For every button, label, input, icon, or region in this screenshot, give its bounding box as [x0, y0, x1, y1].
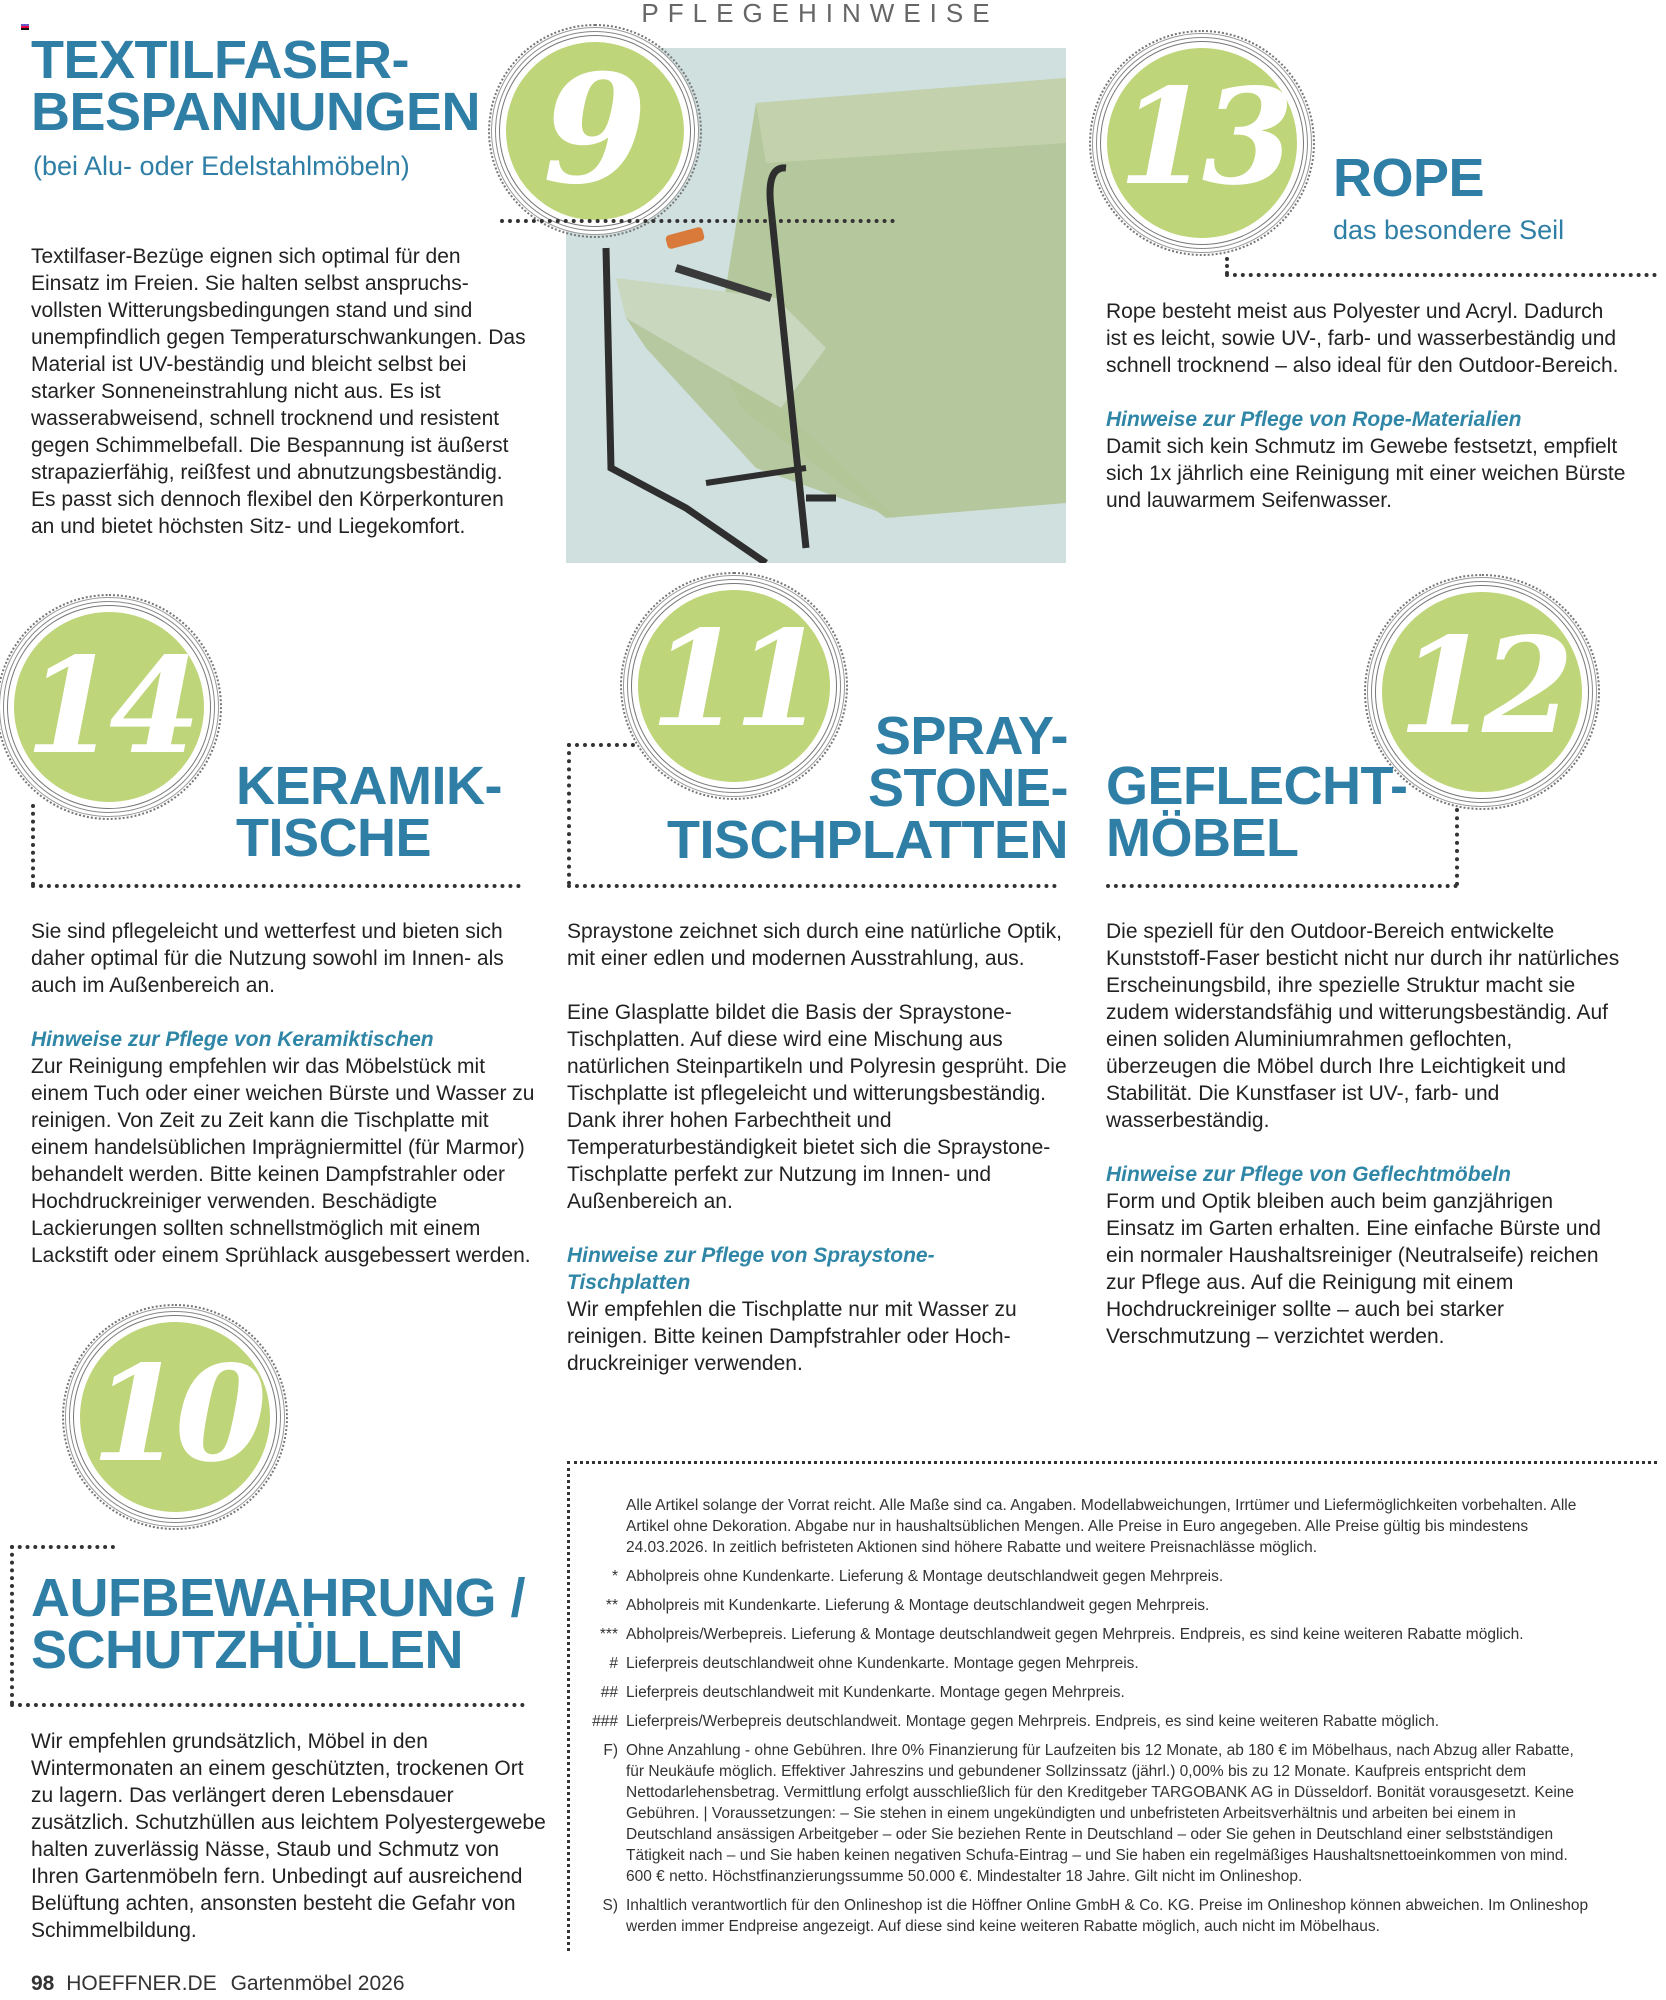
number-badge-9: 9 — [506, 42, 684, 220]
page-number: 98 — [31, 1972, 55, 1995]
hint-body-rope: Damit sich kein Schmutz im Gewebe festsetzt, empfielt sich 1x jährlich eine Reinigung mit einer weichen Bürste und lauwarmem Seifenwasser. — [1106, 435, 1626, 512]
hint-title-geflecht: Hinweise zur Pflege von Geflechtmöbeln — [1106, 1163, 1511, 1186]
divider-10-v — [10, 1545, 14, 1705]
footer-catalog: Gartenmöbel 2026 — [230, 1972, 405, 1995]
hint-body-geflecht: Form und Optik bleiben auch beim ganzjährigen Einsatz im Garten erhalten. Eine einfache Bürste und ein normaler Haushaltsreiniger (Neutralseife) reichen zur Pflege aus. Auf die Reinigung mit einem Hochdruckreiniger sollte – auch bei starker Verschmutzung – verzichtet werden. — [1106, 1190, 1601, 1348]
number-badge-11: 11 — [638, 590, 830, 782]
divider-13 — [1225, 273, 1657, 277]
legal-row: ** Abholpreis mit Kundenkarte. Lieferung & Montage deutschlandweit gegen Mehrpreis. — [605, 1597, 1210, 1614]
legal-notes — [580, 1495, 1590, 1945]
legal-divider — [567, 1461, 1657, 1464]
number-badge-10: 10 — [80, 1322, 270, 1512]
divider-11-top — [567, 743, 635, 747]
divider-10 — [10, 1703, 525, 1707]
footer-site: HOEFFNER.DE — [66, 1972, 217, 1995]
body-keramik: Sie sind pflegeleicht und wetterfest und bieten sich daher optimal für die Nutzung sowohl im Innen- als auch im Außenbereich an. Hinweise zur Pflege von Keramiktischen Zur Reinigung empfehlen wir das Möbelstück mit einem Tuch oder einer weichen Bürste und Wasser zu reinigen. Von Zeit zu Zeit kann die Tischplatte mit einem handelsüblichen Imprägniermittel (für Marmor) behandelt werden. Bitte keinen Dampfstrahler oder Hochdruckreiniger verwenden. Beschädigte Lackierungen sollten schnellstmöglich mit einem Lackstift oder einem Sprühlack ausgebessert werden. — [31, 918, 541, 1269]
heading-textilfaser: TEXTILFASER- BESPANNUNGEN — [31, 30, 481, 142]
number-badge-12: 12 — [1382, 592, 1582, 792]
legal-row: ## Lieferpreis deutschlandweit mit Kundenkarte. Montage gegen Mehrpreis. — [600, 1684, 1125, 1701]
legal-row: Alle Artikel solange der Vorrat reicht. Alle Maße sind ca. Angaben. Modellabweichungen, Irrtümer und Liefermöglichkeiten vorbehalten. Alle Artikel ohne Dekoration. Abgabe nur in haushaltsüblichen Mengen. Alle Preise in Euro angegeben. Alle Preise gültig bis mindestens 24.03.2026. In zeitlich befristeten Aktionen sind höhere Rabatte und weitere Preisnachlässe möglich. — [626, 1497, 1577, 1556]
legal-row: F) Ohne Anzahlung - ohne Gebühren. Ihre 0% Finanzierung für Laufzeiten bis 12 Monate, ab 180 € im Möbelhaus, nach Abzug aller Rabatte, für Neukäufe möglich. Effektiver Jahreszins und gebundener Sollzinssatz (jährl.) 0,00% bis zu 12 Monate. Kaufpreis entspricht dem Nettodarlehensbetrag. Vermittlung erfolgt ausschließlich für den Kreditgeber TARGOBANK AG in Düsseldorf. Bonität vorausgesetzt. Keine Gebühren. | Voraussetzungen: – Sie stehen in einem ungekündigten und unbefristeten Arbeitsverhältnis und arbeiten bei einem in Deutschland ansässigen Arbeitgeber – oder Sie beziehen Rente in Deutschland – oder Sie gehen in Deutschland einer selbstständigen Tätigkeit nach – und Sie haben keinen negativen Schufa-Eintrag – und Sie haben ein regelmäßiges Haushaltsnettoeinkommen von mind. 600 € netto. Höchstfinanzierungssumme 50.000 €. Mindestalter 18 Jahre. Gilt nicht im Onlineshop. — [603, 1742, 1574, 1885]
body-aufbewahrung: Wir empfehlen grundsätzlich, Möbel in den Wintermonaten an einem geschützten, trockenen Ort zu lagern. Das verlängert deren Lebensdauer zusätzlich. Schutzhüllen aus leichtem Polyestergewebe halten zuverlässig Nässe, Staub und Schmutz von Ihren Gartenmöbeln fern. Unbedingt auf ausreichend Belüftung achten, ansonsten besteht die Gefahr von Schimmelbildung. — [31, 1730, 546, 1942]
divider-10-top — [10, 1545, 115, 1549]
divider-11-v — [567, 743, 571, 885]
legal-divider-v — [567, 1461, 570, 1951]
subtitle-rope: das besondere Seil — [1333, 215, 1565, 245]
number-badge-14: 14 — [14, 612, 204, 802]
legal-row: S) Inhaltlich verantwortlich für den Onlineshop ist die Höffner Online GmbH & Co. KG. Preise im Onlineshop können abweichen. Im Onlineshop werden immer Endpreise angezeigt. Auf diese sind keine weiteren Rabatte möglich, auch nicht im Möbelhaus. — [602, 1897, 1589, 1935]
divider-9 — [500, 219, 895, 223]
divider-11 — [567, 884, 1057, 888]
subtitle-textilfaser: (bei Alu- oder Edelstahlmöbeln) — [33, 151, 410, 181]
legal-row: * Abholpreis ohne Kundenkarte. Lieferung & Montage deutschlandweit gegen Mehrpreis. — [611, 1568, 1224, 1585]
body-geflecht: Die speziell für den Outdoor-Bereich entwickelte Kunststoff-Faser besticht nicht nur durch ihr natürliches Erscheinungsbild, ihre spezielle Struktur macht sie zudem widerstandsfähig und witterungsbeständig. Auf einen soliden Aluminiumrahmen geflochten, überzeugen die Möbel durch Ihre Leichtigkeit und Stabilität. Die Kunstfaser ist UV-, farb- und wasserbeständig. Hinweise zur Pflege von Geflechtmöbeln Form und Optik bleiben auch beim ganzjährigen Einsatz im Garten erhalten. Eine einfache Bürste und ein normaler Haushaltsreiniger (Neutralseife) reichen zur Pflege aus. Auf die Reinigung mit einem Hochdruckreiniger sollte – auch bei starker Verschmutzung – verzichtet werden. — [1106, 918, 1626, 1350]
heading-spraystone: SPRAY- STONE- TISCHPLATTEN — [667, 706, 1068, 870]
print-marker — [21, 24, 29, 30]
heading-geflecht: GEFLECHT- MÖBEL — [1106, 756, 1408, 868]
body-textilfaser: Textilfaser-Bezüge eignen sich optimal für den Einsatz im Freien. Sie halten selbst anspruchsvollsten Witterungsbedingungen stand und sind unempfindlich gegen Temperaturschwankungen. Das Material ist UV-beständig und bleicht selbst bei starker Sonneneinstrahlung nicht aus. Es ist wasserabweisend, schnell trocknend und resistent gegen Schimmelbefall. Die Bespannung ist äußerst strapazierfähig, reißfest und abnutzungsbeständig. Es passt sich dennoch flexibel den Körperkonturen an und bietet höchsten Sitz- und Liegekomfort. — [31, 245, 526, 538]
divider-14 — [31, 884, 521, 888]
divider-14-v — [31, 804, 35, 886]
heading-rope: ROPE — [1333, 148, 1485, 208]
hint-title-rope: Hinweise zur Pflege von Rope-Materialien — [1106, 408, 1522, 431]
legal-row: ### Lieferpreis/Werbepreis deutschlandweit. Montage gegen Mehrpreis. Endpreis, es sind keine weiteren Rabatte möglich. — [592, 1713, 1440, 1730]
heading-aufbewahrung: AUFBEWAHRUNG / SCHUTZHÜLLEN — [31, 1568, 525, 1680]
number-badge-13: 13 — [1107, 48, 1297, 238]
section-label: PFLEGEHINWEISE — [641, 0, 999, 28]
divider-12-v — [1455, 808, 1459, 886]
hint-title-spraystone: Hinweise zur Pflege von Spraystone-Tischplatten — [567, 1244, 935, 1294]
heading-keramik: KERAMIK- TISCHE — [236, 756, 502, 868]
page-footer — [31, 1972, 405, 1996]
legal-row: # Lieferpreis deutschlandweit ohne Kundenkarte. Montage gegen Mehrpreis. — [609, 1655, 1139, 1672]
divider-12 — [1106, 884, 1458, 888]
hint-title-keramik: Hinweise zur Pflege von Keramiktischen — [31, 1028, 434, 1051]
hint-body-spraystone: Wir empfehlen die Tischplatte nur mit Wasser zu reinigen. Bitte keinen Dampfstrahler oder Hochdruckreiniger verwenden. — [567, 1298, 1017, 1375]
legal-row: *** Abholpreis/Werbepreis. Lieferung & Montage deutschlandweit gegen Mehrpreis. Endpreis, es sind keine weiteren Rabatte möglich. — [599, 1626, 1524, 1643]
hint-body-keramik: Zur Reinigung empfehlen wir das Möbelstück mit einem Tuch oder einer weichen Bürste und Wasser zu reinigen. Von Zeit zu Zeit kann die Tischplatte mit einem handelsüblichen Imprägniermittel (für Marmor) behandelt werden. Bitte keinen Dampfstrahler oder Hochdruckreiniger verwenden. Beschädigte Lackierungen sollten schnellstmöglich mit einem Lackstift oder einem Sprühlack ausgebessert werden. — [31, 1055, 535, 1267]
body-spraystone: Spraystone zeichnet sich durch eine natürliche Optik, mit einer edlen und modernen Ausstrahlung, aus. Eine Glasplatte bildet die Basis der Spraystone-Tischplatten. Auf diese wird eine Mischung aus natürlichen Steinpartikeln und Polyresin gesprüht. Die Tischplatte ist pflegeleicht und witterungsbeständig. Dank ihrer hohen Farbechtheit und Temperaturbeständigkeit bietet sich die Spraystone-Tischplatte perfekt zur Nutzung im Innen- und Außenbereich an. Hinweise zur Pflege von Spraystone-Tischplatten Wir empfehlen die Tischplatte nur mit Wasser zu reinigen. Bitte keinen Dampfstrahler oder Hochdruckreiniger verwenden. — [567, 920, 1067, 1375]
body-rope: Rope besteht meist aus Polyester und Acryl. Dadurch ist es leicht, sowie UV-, farb- und wasserbeständig und schnell trocknend – also ideal für den Outdoor-Bereich. Hinweise zur Pflege von Rope-Materialien Damit sich kein Schmutz im Gewebe festsetzt, empfielt sich 1x jährlich eine Reinigung mit einer weichen Bürste und lauwarmem Seifenwasser. — [1106, 300, 1626, 512]
